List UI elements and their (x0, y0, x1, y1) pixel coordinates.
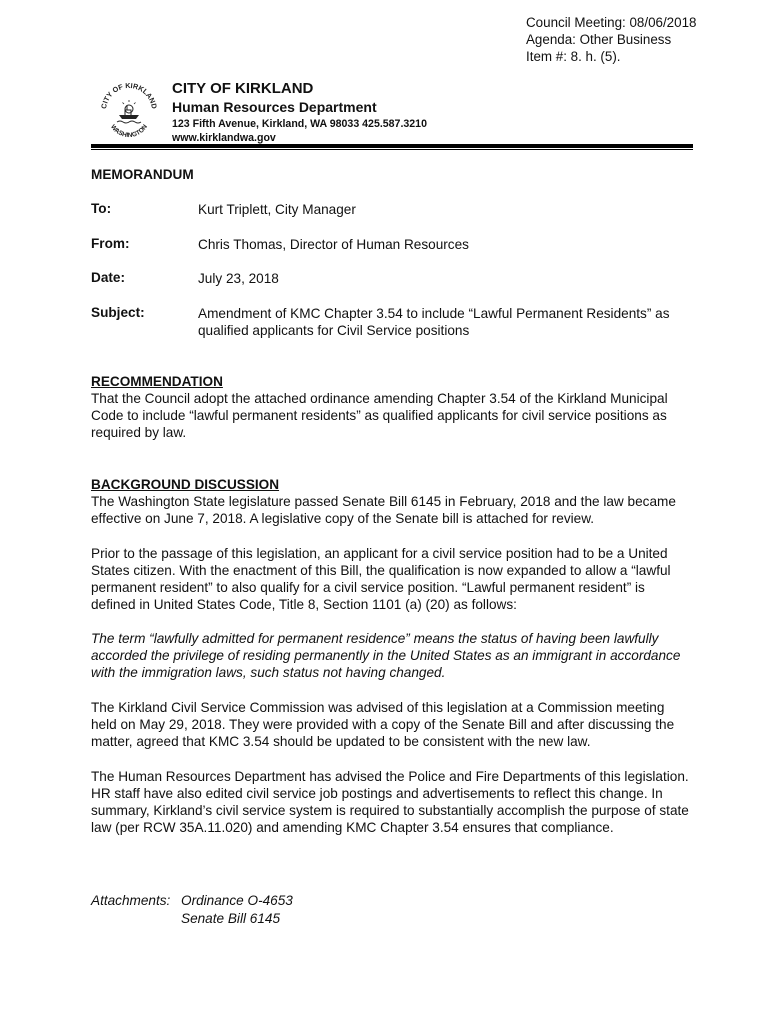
meeting-info (526, 14, 696, 65)
background-heading: BACKGROUND DISCUSSION (91, 477, 280, 492)
attachments-list (181, 892, 293, 928)
background-paragraph-3: The Kirkland Civil Service Commission was advised of this legislation at a Commission meeting held on May 29, 2018. They were provided with a copy of the Senate Bill and after discussing the matter, agreed that KMC 3.54 should be updated to be consistent with the new law. (91, 700, 675, 749)
subject-label: Subject: (91, 305, 145, 320)
from-label: From: (91, 236, 130, 251)
background-paragraph-2: Prior to the passage of this legislation, an applicant for a civil service position had to be a United States citizen. With the enactment of this Bill, the qualification is now expanded to allow a “lawful permanent resident” to also qualify for a civil service position. “Lawful permanent resident” is defined in United States Code, Title 8, Section 1101 (a) (20) as follows: (91, 546, 671, 612)
attachment-item: Ordinance O-4653 (181, 893, 293, 908)
svg-text:CITY OF KIRKLAND: CITY OF KIRKLAND (99, 80, 159, 110)
legal-definition-quote: The term “lawfully admitted for permanent residence” means the status of having been lawfully accorded the privilege of residing permanently in the United States as an immigrant in accordance with the immigration laws, such status not having changed. (91, 631, 681, 680)
svg-text:WASHINGTON: WASHINGTON (108, 123, 150, 140)
recommendation-text: That the Council adopt the attached ordinance amending Chapter 3.54 of the Kirkland Municipal Code to include “lawful permanent residents” as qualified applicants for civil service positions as required by law. (91, 391, 668, 440)
to-label: To: (91, 201, 112, 216)
background-paragraph-1: The Washington State legislature passed Senate Bill 6145 in February, 2018 and the law became effective on June 7, 2018. A legislative copy of the Senate bill is attached for review. (91, 494, 676, 526)
to-value: Kurt Triplett, City Manager (198, 202, 356, 217)
meeting-item: Item #: 8. h. (5). (526, 49, 621, 64)
background-paragraph-4: The Human Resources Department has advised the Police and Fire Departments of this legislation. HR staff have also edited civil service job postings and advertisements to reflect this change. In summary, Kirkland’s civil service system is required to substantially accomplish the purpose of state law (per RCW 35A.11.020) and amending KMC Chapter 3.54 ensures that compliance. (91, 769, 689, 835)
department-name: Human Resources Department (172, 99, 377, 115)
recommendation-section (91, 373, 691, 441)
meeting-date: Council Meeting: 08/06/2018 (526, 15, 697, 30)
date-label: Date: (91, 270, 125, 285)
website-link[interactable]: www.kirklandwa.gov (172, 132, 276, 144)
subject-value: Amendment of KMC Chapter 3.54 to include “Lawful Permanent Residents” as qualified applicants for Civil Service positions (198, 306, 670, 338)
from-value: Chris Thomas, Director of Human Resources (198, 237, 469, 252)
meeting-agenda: Agenda: Other Business (526, 32, 672, 47)
letterhead-divider-thin (91, 149, 693, 150)
attachments-label: Attachments: (91, 893, 171, 908)
city-name: CITY OF KIRKLAND (172, 80, 314, 97)
background-heading-block (91, 476, 691, 527)
attachment-item: Senate Bill 6145 (181, 911, 281, 926)
letterhead (172, 79, 427, 145)
department-address: 123 Fifth Avenue, Kirkland, WA 98033 425.587.3210 (172, 118, 427, 130)
memo-title: MEMORANDUM (91, 167, 194, 182)
recommendation-heading: RECOMMENDATION (91, 374, 223, 389)
date-value: July 23, 2018 (198, 271, 279, 286)
city-seal-logo (98, 80, 160, 142)
letterhead-divider-thick (91, 144, 693, 148)
